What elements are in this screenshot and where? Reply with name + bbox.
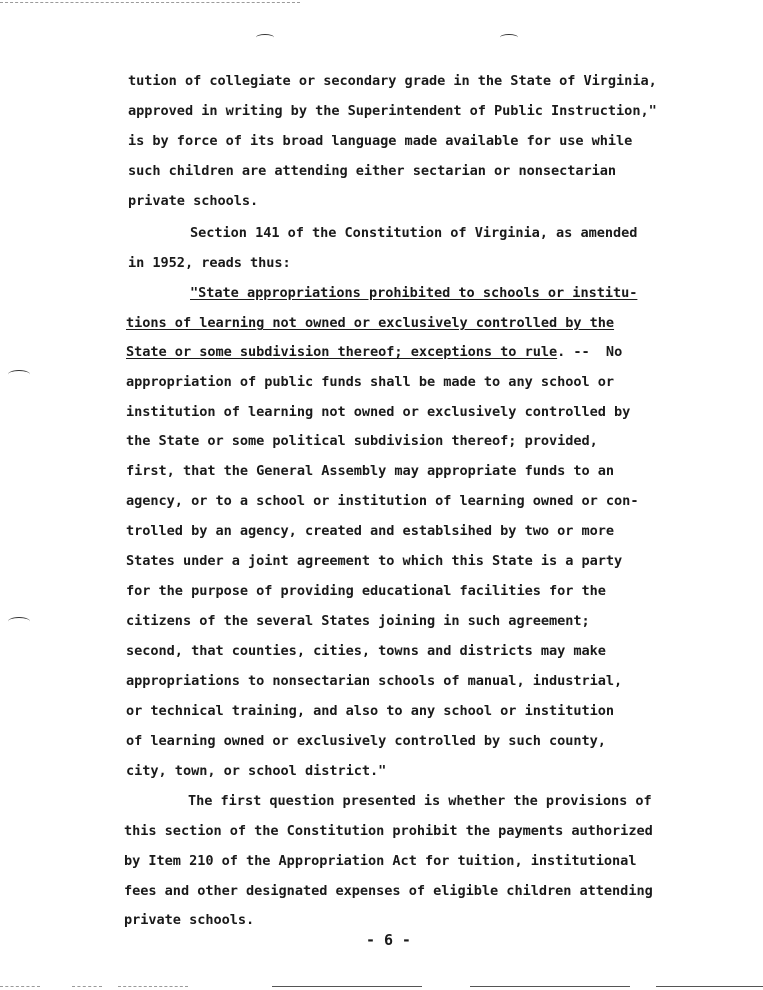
quote-line: first, that the General Assembly may appropriate funds to an: [126, 463, 615, 479]
text-line: this section of the Constitution prohibit the payments authorized: [124, 823, 653, 839]
quote-heading-tail: . -- No: [557, 344, 623, 360]
text-line: The first question presented is whether the provisions of: [188, 793, 652, 809]
margin-mark-1: [8, 370, 30, 379]
quote-line: city, town, or school district.": [126, 763, 387, 779]
text-line: such children are attending either sectarian or nonsectarian: [128, 163, 617, 179]
bottom-scan-edge: [656, 986, 763, 987]
quote-line: second, that counties, cities, towns and districts may make: [126, 643, 606, 659]
text-line: is by force of its broad language made available for use while: [128, 133, 633, 149]
bottom-scan-edge: [72, 986, 102, 987]
page-number: - 6 -: [366, 931, 411, 949]
top-scan-edge: [0, 2, 300, 3]
quote-heading-line: "State appropriations prohibited to schools or institu-: [190, 285, 638, 301]
text-line: by Item 210 of the Appropriation Act for tuition, institutional: [124, 853, 637, 869]
bottom-scan-edge: [470, 986, 630, 987]
text-line: private schools.: [124, 912, 255, 928]
text-line: Section 141 of the Constitution of Virginia, as amended: [190, 225, 638, 241]
quote-line: or technical training, and also to any school or institution: [126, 703, 615, 719]
binder-mark-right: [500, 34, 518, 41]
bottom-scan-edge: [0, 986, 40, 987]
text-line: in 1952, reads thus:: [128, 255, 291, 271]
binder-mark-left: [256, 34, 274, 41]
quote-line: institution of learning not owned or exclusively controlled by: [126, 404, 631, 420]
quote-line: of learning owned or exclusively controlled by such county,: [126, 733, 606, 749]
quote-line: for the purpose of providing educational facilities for the: [126, 583, 606, 599]
quote-line: the State or some political subdivision thereof; provided,: [126, 433, 598, 449]
text-line: private schools.: [128, 193, 259, 209]
quote-line: trolled by an agency, created and establsihed by two or more: [126, 523, 615, 539]
quote-heading-line: tions of learning not owned or exclusively controlled by the: [126, 315, 615, 331]
bottom-scan-edge: [272, 986, 422, 987]
quote-line: States under a joint agreement to which this State is a party: [126, 553, 623, 569]
quote-line: appropriations to nonsectarian schools of manual, industrial,: [126, 673, 623, 689]
text-line: fees and other designated expenses of eligible children attending: [124, 883, 653, 899]
text-line: tution of collegiate or secondary grade in the State of Virginia,: [128, 73, 657, 89]
text-line: approved in writing by the Superintendent of Public Instruction,": [128, 103, 657, 119]
quote-line: agency, or to a school or institution of learning owned or con-: [126, 493, 639, 509]
bottom-scan-edge: [118, 986, 188, 987]
quote-heading-underlined: State or some subdivision thereof; exceptions to rule: [126, 344, 558, 360]
margin-mark-2: [8, 617, 30, 626]
quote-line: citizens of the several States joining in such agreement;: [126, 613, 590, 629]
quote-line: appropriation of public funds shall be made to any school or: [126, 374, 615, 390]
quote-heading-line: [126, 343, 622, 361]
